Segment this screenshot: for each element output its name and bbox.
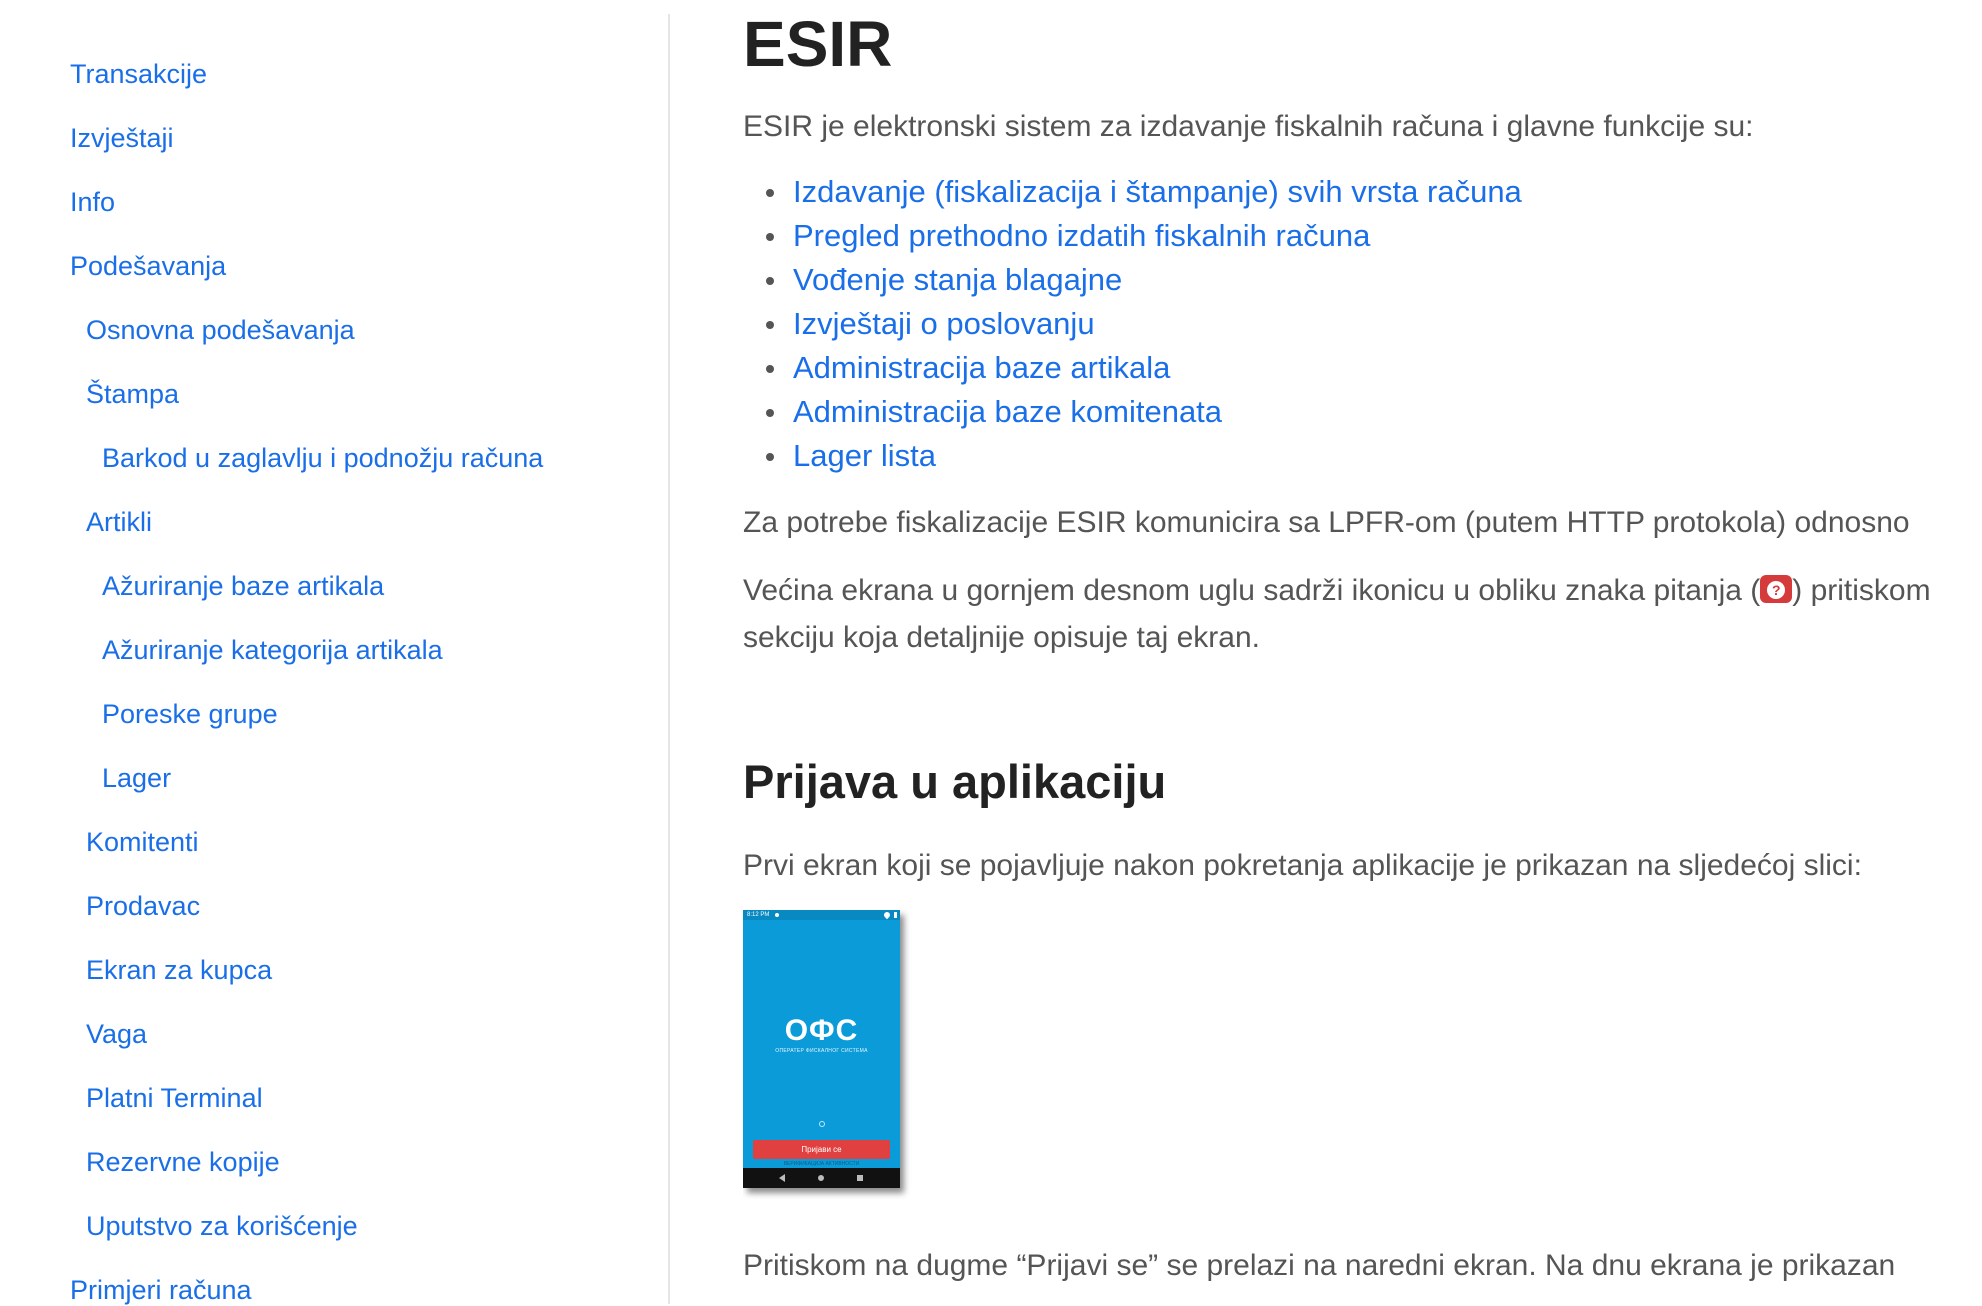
sidebar-item-azuriranje-kategorija-artikala[interactable]: Ažuriranje kategorija artikala <box>102 635 443 665</box>
sidebar-item-vaga[interactable]: Vaga <box>86 1019 148 1049</box>
sidebar-item-artikli[interactable]: Artikli <box>86 507 152 537</box>
home-icon <box>818 1175 824 1181</box>
phone-nav-bar <box>743 1168 900 1188</box>
phone-status-bar <box>743 910 900 920</box>
functions-list-item <box>743 434 1522 478</box>
sidebar-item-podesavanja[interactable]: Podešavanja <box>70 251 227 281</box>
sidebar-item-komitenti[interactable]: Komitenti <box>86 827 199 857</box>
page-title: ESIR <box>743 8 893 80</box>
sidebar-item-primjeri-racuna[interactable]: Primjeri računa <box>70 1275 252 1305</box>
sidebar-item-azuriranje-baze-artikala[interactable]: Ažuriranje baze artikala <box>102 571 385 601</box>
sidebar-item-rezervne-kopije[interactable]: Rezervne kopije <box>86 1147 280 1177</box>
help-text-after: ) pritiskom <box>1792 574 1931 607</box>
functions-list-item <box>743 170 1522 214</box>
sidebar-item-uputstvo-za-koriscenje[interactable]: Uputstvo za korišćenje <box>86 1211 358 1241</box>
function-link[interactable]: Lager lista <box>793 438 937 473</box>
battery-icon <box>894 912 897 918</box>
main-content <box>743 0 1982 1304</box>
sidebar-item-barkod-u-zaglavlju-i-podnozju-racuna[interactable]: Barkod u zaglavlju i podnožju računa <box>102 443 544 473</box>
sidebar-divider <box>668 14 670 1304</box>
sidebar-item-izvjestaji[interactable]: Izvještaji <box>70 123 174 153</box>
help-paragraph-line2: sekciju koja detaljnije opisuje taj ekran. <box>743 621 1260 654</box>
sidebar-item-info[interactable]: Info <box>70 187 116 217</box>
functions-list-item <box>743 214 1522 258</box>
sidebar-nav <box>0 0 668 1304</box>
sidebar-item-lager[interactable]: Lager <box>102 763 172 793</box>
functions-list-item <box>743 302 1522 346</box>
help-text-before: Većina ekrana u gornjem desnom uglu sadrži ikonicu u obliku znaka pitanja ( <box>743 574 1761 607</box>
sidebar-item-transakcije[interactable]: Transakcije <box>70 59 208 89</box>
bottom-paragraph: Pritiskom na dugme “Prijavi se” se prelazi na naredni ekran. Na dnu ekrana je prikazan <box>743 1249 1896 1282</box>
section-intro: Prvi ekran koji se pojavljuje nakon pokretanja aplikacije je prikazan na sljedećoj slici: <box>743 849 1862 882</box>
functions-list-item <box>743 346 1522 390</box>
sidebar-item-platni-terminal[interactable]: Platni Terminal <box>86 1083 263 1113</box>
loading-spinner-icon <box>819 1121 825 1127</box>
back-icon <box>779 1174 785 1182</box>
sidebar-item-ekran-za-kupca[interactable]: Ekran za kupca <box>86 955 273 985</box>
ofs-tagline: ОПЕРАТЕР ФИСКАЛНОГ СИСТЕМА <box>775 1048 868 1054</box>
phone-status-time: 8:12 PM <box>747 912 770 918</box>
function-link[interactable]: Pregled prethodno izdatih fiskalnih računa <box>793 218 1371 253</box>
sidebar-item-stampa[interactable]: Štampa <box>86 379 180 409</box>
sidebar-item-osnovna-podesavanja[interactable]: Osnovna podešavanja <box>86 315 355 345</box>
function-link[interactable]: Administracija baze artikala <box>793 350 1171 385</box>
lpfr-paragraph: Za potrebe fiskalizacije ESIR komunicira sa LPFR-om (putem HTTP protokola) odnosno <box>743 506 1910 539</box>
function-link[interactable]: Izdavanje (fiskalizacija i štampanje) svih vrsta računa <box>793 174 1522 209</box>
question-mark-icon: ? <box>1760 575 1792 603</box>
recent-apps-icon <box>857 1175 863 1181</box>
section-heading: Prijava u aplikaciju <box>743 755 1167 808</box>
function-link[interactable]: Administracija baze komitenata <box>793 394 1223 429</box>
app-screenshot-image <box>743 910 900 1188</box>
wifi-icon <box>883 911 891 919</box>
functions-list <box>743 170 1522 478</box>
phone-login-button: Пријави се <box>753 1140 890 1159</box>
function-link[interactable]: Vođenje stanja blagajne <box>793 262 1123 297</box>
intro-paragraph: ESIR je elektronski sistem za izdavanje fiskalnih računa i glavne funkcije su: <box>743 110 1754 143</box>
functions-list-item <box>743 258 1522 302</box>
help-paragraph <box>743 568 1931 614</box>
functions-list-item <box>743 390 1522 434</box>
phone-sub-link: ВЕРИФИКАЦИЈА АКТИВНОСТИ <box>783 1161 860 1167</box>
sidebar-item-poreske-grupe[interactable]: Poreske grupe <box>102 699 278 729</box>
sidebar-item-prodavac[interactable]: Prodavac <box>86 891 201 921</box>
notification-dot-icon <box>775 913 779 917</box>
function-link[interactable]: Izvještaji o poslovanju <box>793 306 1095 341</box>
ofs-logo: ОФС <box>784 1014 859 1047</box>
